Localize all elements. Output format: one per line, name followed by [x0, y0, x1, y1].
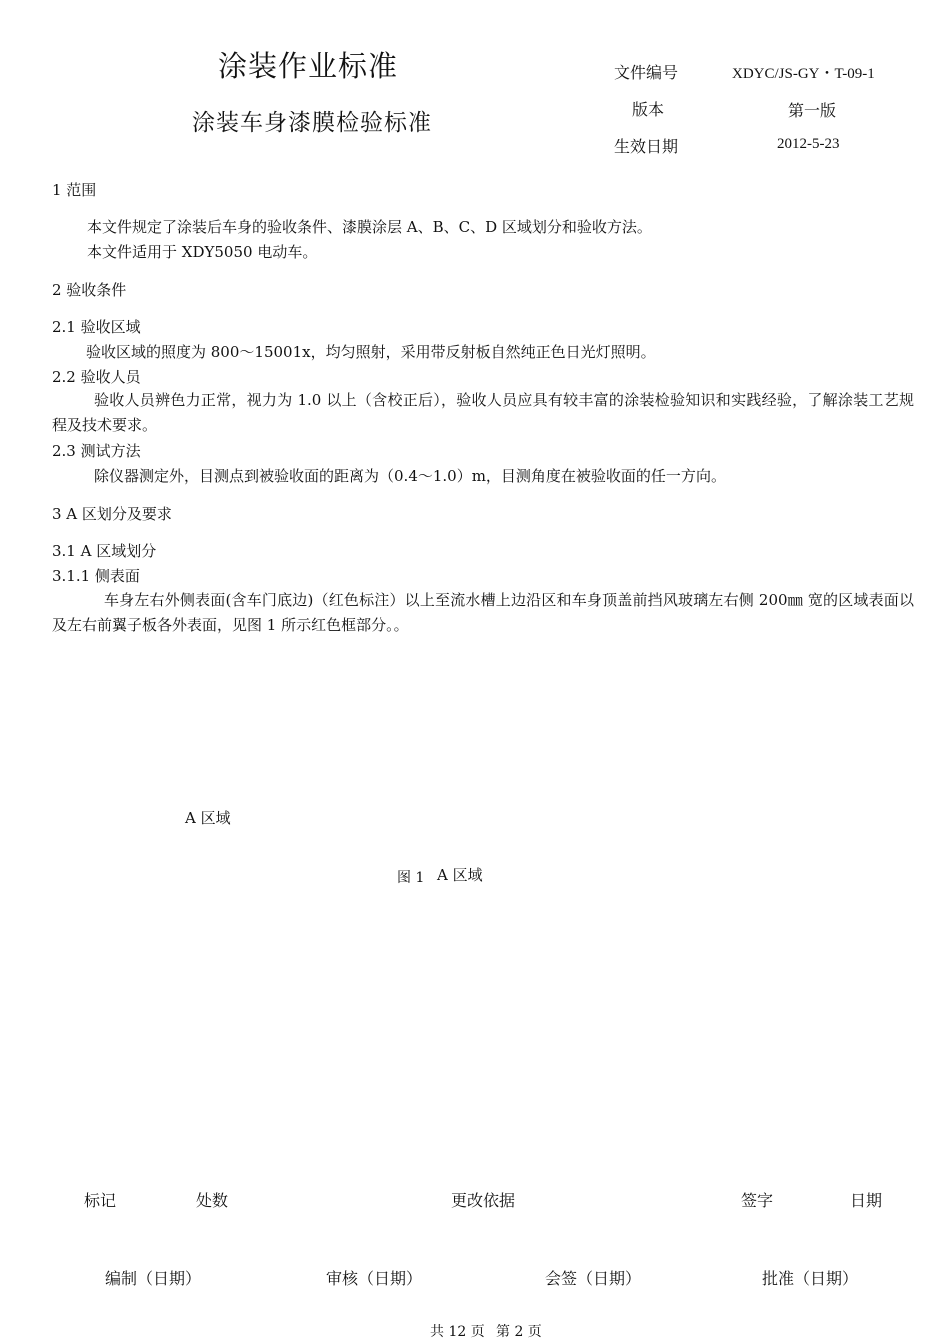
footer-total-pages: 共 12 页 — [430, 1324, 485, 1340]
revision-sign-header: 签字 — [741, 1191, 774, 1210]
section-3-heading: 3 A 区划分及要求 — [52, 505, 172, 523]
document-subtitle: 涂装车身漆膜检验标准 — [192, 110, 432, 136]
section-3-1-1-paragraph: 车身左右外侧表面(含车门底边)（红色标注）以上至流水槽上边沿区和车身顶盖前挡风玻璃左右侧 200㎜ 宽的区域表面以及左右前翼子板各外表面，见图 1 所示红色框部分。。 — [52, 591, 914, 634]
section-3-1-1-heading: 3.1.1 侧表面 — [52, 567, 140, 585]
document-title: 涂装作业标准 — [218, 49, 399, 83]
effective-date-label: 生效日期 — [614, 137, 679, 156]
signoff-reviewed: 审核（日期） — [326, 1269, 423, 1288]
section-1-paragraph-1: 本文件规定了涂装后车身的验收条件、漆膜涂层 A、B、C、D 区域划分和验收方法。 — [87, 218, 652, 236]
signoff-prepared: 编制（日期） — [105, 1269, 202, 1288]
doc-number-label: 文件编号 — [614, 63, 679, 82]
revision-basis-header: 更改依据 — [451, 1191, 516, 1210]
section-2-3-paragraph: 除仪器测定外，目测点到被验收面的距离为（0.4～1.0）m，目测角度在被验收面的任一方向。 — [94, 467, 726, 485]
revision-date-header: 日期 — [850, 1191, 883, 1210]
section-1-paragraph-2: 本文件适用于 XDY5050 电动车。 — [87, 243, 318, 261]
figure-caption-number: 图 1 — [397, 870, 425, 886]
figure-area-label: A 区域 — [185, 809, 231, 827]
section-1-heading: 1 范围 — [52, 181, 97, 199]
footer-current-page: 第 2 页 — [496, 1324, 542, 1340]
effective-date-value: 2012-5-23 — [777, 136, 840, 152]
doc-number-value: XDYC/JS-GY・T-09-1 — [732, 66, 875, 82]
version-label: 版本 — [632, 100, 665, 119]
section-2-heading: 2 验收条件 — [52, 281, 127, 299]
revision-mark-header: 标记 — [84, 1191, 117, 1210]
signoff-countersigned: 会签（日期） — [545, 1269, 642, 1288]
section-3-1-heading: 3.1 A 区域划分 — [52, 542, 157, 560]
revision-count-header: 处数 — [196, 1191, 229, 1210]
section-2-2-paragraph: 验收人员辨色力正常，视力为 1.0 以上（含校正后），验收人员应具有较丰富的涂装检验知识和实践经验，了解涂装工艺规程及技术要求。 — [52, 391, 914, 434]
section-2-2-heading: 2.2 验收人员 — [52, 368, 141, 386]
signoff-approved: 批准（日期） — [762, 1269, 859, 1288]
section-2-1-heading: 2.1 验收区域 — [52, 318, 141, 336]
figure-caption-text: A 区域 — [437, 866, 483, 884]
section-2-3-heading: 2.3 测试方法 — [52, 442, 141, 460]
section-2-1-paragraph: 验收区域的照度为 800～15001x，均匀照射，采用带反射板自然纯正色日光灯照明。 — [86, 343, 656, 361]
version-value: 第一版 — [788, 101, 837, 120]
